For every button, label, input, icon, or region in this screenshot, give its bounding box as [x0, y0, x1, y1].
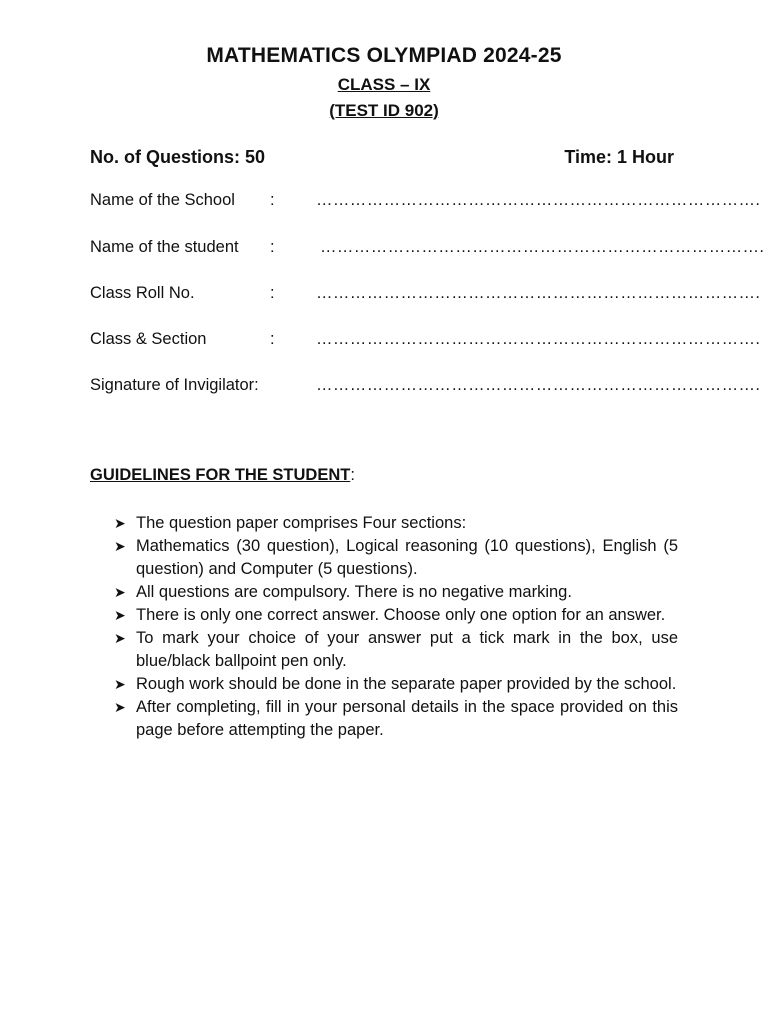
arrow-bullet-icon: ➤ — [114, 630, 126, 646]
field-label: Signature of Invigilator: — [90, 376, 259, 394]
list-item: ➤ Rough work should be done in the separate paper provided by the school. — [114, 673, 678, 696]
field-label: Name of the School — [90, 191, 235, 209]
question-count: No. of Questions: 50 — [90, 147, 266, 167]
field-blank: ……………………………………………………………………. — [320, 238, 765, 256]
arrow-bullet-icon: ➤ — [114, 607, 126, 623]
page-title: MATHEMATICS OLYMPIAD 2024-25 — [206, 44, 562, 67]
arrow-bullet-icon: ➤ — [114, 515, 126, 531]
field-colon: : — [270, 284, 275, 302]
field-label: Name of the student — [90, 238, 239, 256]
exam-duration: Time: 1 Hour — [564, 147, 674, 167]
arrow-bullet-icon: ➤ — [114, 538, 126, 554]
field-label: Class Roll No. — [90, 284, 195, 302]
field-blank: ……………………………………………………………………. — [316, 284, 761, 302]
list-item: ➤ All questions are compulsory. There is no negative marking. — [114, 581, 678, 604]
arrow-bullet-icon: ➤ — [114, 699, 126, 715]
field-label: Class & Section — [90, 330, 207, 348]
list-item: ➤ There is only one correct answer. Choose only one option for an answer. — [114, 604, 678, 627]
field-colon: : — [270, 191, 275, 209]
guidelines-list — [114, 512, 678, 742]
list-item: ➤ To mark your choice of your answer put a tick mark in the box, use blue/black ballpoint pen only. — [114, 629, 678, 670]
class-heading: CLASS – IX — [337, 75, 431, 94]
list-item: ➤ The question paper comprises Four sections: — [114, 512, 678, 535]
test-id-heading: (TEST ID 902) — [329, 101, 439, 120]
guidelines-heading — [90, 466, 355, 485]
exam-meta-row — [90, 147, 674, 168]
field-blank: ……………………………………………………………………. — [316, 376, 761, 394]
guidelines-heading-colon: : — [350, 466, 355, 484]
arrow-bullet-icon: ➤ — [114, 676, 126, 692]
field-colon: : — [270, 238, 275, 256]
field-blank: ……………………………………………………………………. — [316, 330, 761, 348]
list-item: ➤ Mathematics (30 question), Logical reasoning (10 questions), English (5 question) and Computer (5 questions). — [114, 537, 678, 578]
field-blank: ……………………………………………………………………. — [316, 191, 761, 209]
list-item: ➤ After completing, fill in your personal details in the space provided on this page before attempting the paper. — [114, 698, 678, 739]
guidelines-heading-text: GUIDELINES FOR THE STUDENT — [90, 466, 351, 484]
arrow-bullet-icon: ➤ — [114, 584, 126, 600]
field-colon: : — [270, 330, 275, 348]
